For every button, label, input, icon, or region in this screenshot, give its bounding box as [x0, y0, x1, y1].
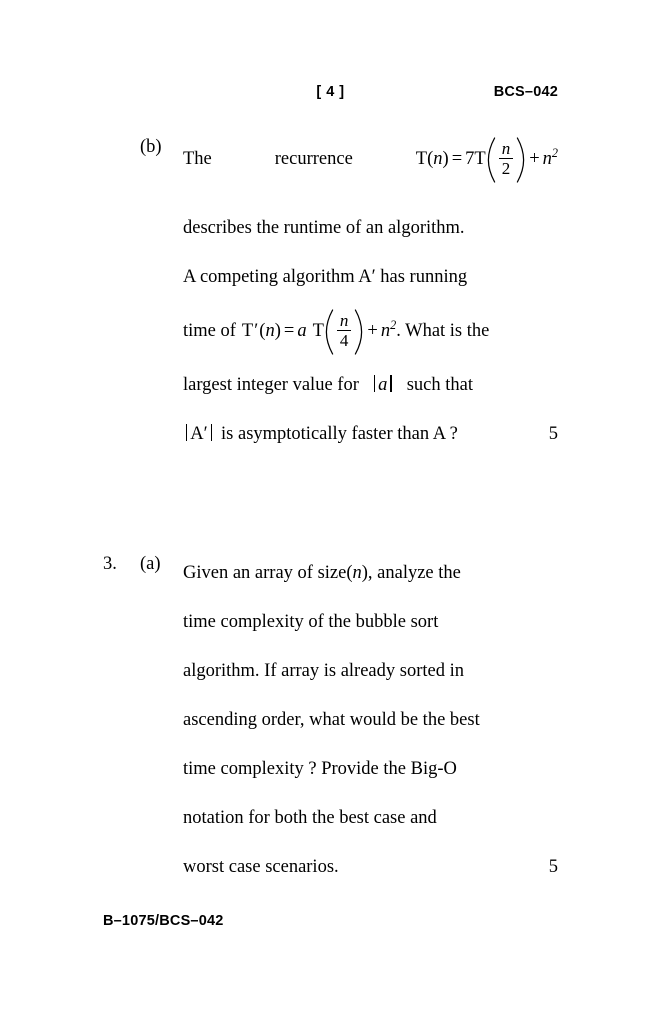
abs-symbol-a-prime: A′ — [190, 424, 208, 444]
formula-lhs-fn: T — [415, 149, 428, 169]
formula2-prime: ′ — [254, 321, 259, 341]
abs-bar-right-icon — [211, 424, 212, 441]
formula-recurrence-T: T(n) = 7T $\frac{n}{2}$ + $n^2$ — [416, 132, 558, 186]
question-3a-line-3: algorithm. If array is already sorted in — [183, 661, 464, 681]
paper-code: BCS–042 — [493, 84, 558, 100]
prefix-time-of: time of — [183, 321, 236, 341]
marks-value: 5 — [548, 424, 558, 444]
abs-value-a — [371, 361, 395, 410]
fraction2-numerator: n — [339, 310, 349, 330]
question-3a-line-7-text: worst case scenarios. — [183, 857, 339, 877]
suffix-what-is-the: . What is the — [396, 321, 490, 341]
formula-competing-T: T′(n) = a T $\frac{n}{4}$ + $n^2$ — [242, 304, 396, 358]
word-the: The — [183, 149, 212, 169]
question-3a-line-6: notation for both the best case and — [183, 808, 437, 828]
question-3a-body — [183, 549, 558, 892]
question-2b-line-5 — [183, 361, 558, 410]
text-before-size-var: Given an array of size( — [183, 563, 353, 583]
formula-equals: = — [451, 149, 463, 169]
right-paren-icon — [516, 137, 525, 183]
question-3a-line-5: time complexity ? Provide the Big-O — [183, 759, 457, 779]
size-variable-n: n — [352, 563, 362, 583]
formula2-term: n — [380, 321, 391, 341]
fraction-n-over-4 — [337, 312, 352, 350]
formula2-equals: = — [283, 321, 295, 341]
formula2-lhs-arg: n — [265, 321, 275, 341]
formula-term: n — [542, 149, 552, 169]
question-2b — [103, 132, 558, 459]
formula-rec-fn: T — [474, 149, 486, 169]
fraction2-denominator: 4 — [337, 330, 352, 349]
word-recurrence: recurrence — [274, 149, 353, 169]
abs-symbol-a: a — [378, 375, 388, 395]
page-header — [103, 84, 558, 104]
fraction-numerator: n — [501, 138, 511, 158]
abs-bar-right-icon — [390, 375, 391, 392]
right-paren-icon — [354, 309, 363, 355]
formula-plus: + — [529, 149, 540, 169]
question-2b-line-3: A competing algorithm A′ has running — [183, 267, 468, 287]
formula-coefficient: 7 — [465, 149, 475, 169]
fraction-n-over-2 — [499, 140, 514, 178]
question-2b-line-6 — [183, 410, 558, 459]
formula2-coefficient: a — [297, 321, 307, 341]
question-3a-line-7 — [183, 843, 558, 892]
text-after-size-var: ), analyze the — [361, 563, 461, 583]
marks-value: 5 — [548, 857, 558, 877]
left-paren-icon — [325, 309, 334, 355]
formula2-lhs-fn: T — [241, 321, 254, 341]
question-number-3: 3. — [103, 554, 117, 574]
question-3a-line-2: time complexity of the bubble sort — [183, 612, 439, 632]
question-label-a: (a) — [140, 554, 161, 574]
recurrence-intro-line — [183, 132, 558, 186]
text-after-abs-a: such that — [406, 375, 473, 395]
question-3a-line-4: ascending order, what would be the best — [183, 710, 480, 730]
formula2-plus: + — [367, 321, 378, 341]
question-label-b: (b) — [140, 137, 162, 157]
page-number: [ 4 ] — [316, 84, 345, 100]
abs-bar-left-icon — [186, 424, 187, 441]
text-after-abs-a-prime: is asymptotically faster than A ? — [221, 424, 458, 444]
abs-value-a-prime — [183, 410, 215, 459]
formula2-rec-fn: T — [312, 321, 324, 341]
left-paren-icon — [487, 137, 496, 183]
question-2b-body — [183, 132, 558, 459]
competing-formula-line — [183, 305, 558, 357]
question-3a — [103, 549, 558, 892]
formula2-exponent: 2 — [390, 317, 397, 332]
formula-exponent: 2 — [551, 145, 558, 160]
fraction-denominator: 2 — [499, 158, 514, 177]
question-2b-line-2: describes the runtime of an algorithm. — [183, 218, 465, 238]
formula-lhs-arg: n — [433, 149, 443, 169]
text-before-abs-a: largest integer value for — [183, 375, 359, 395]
abs-bar-left-icon — [374, 375, 375, 392]
question-3a-line-1 — [183, 549, 558, 598]
footer-reference: B–1075/BCS–042 — [103, 913, 224, 929]
